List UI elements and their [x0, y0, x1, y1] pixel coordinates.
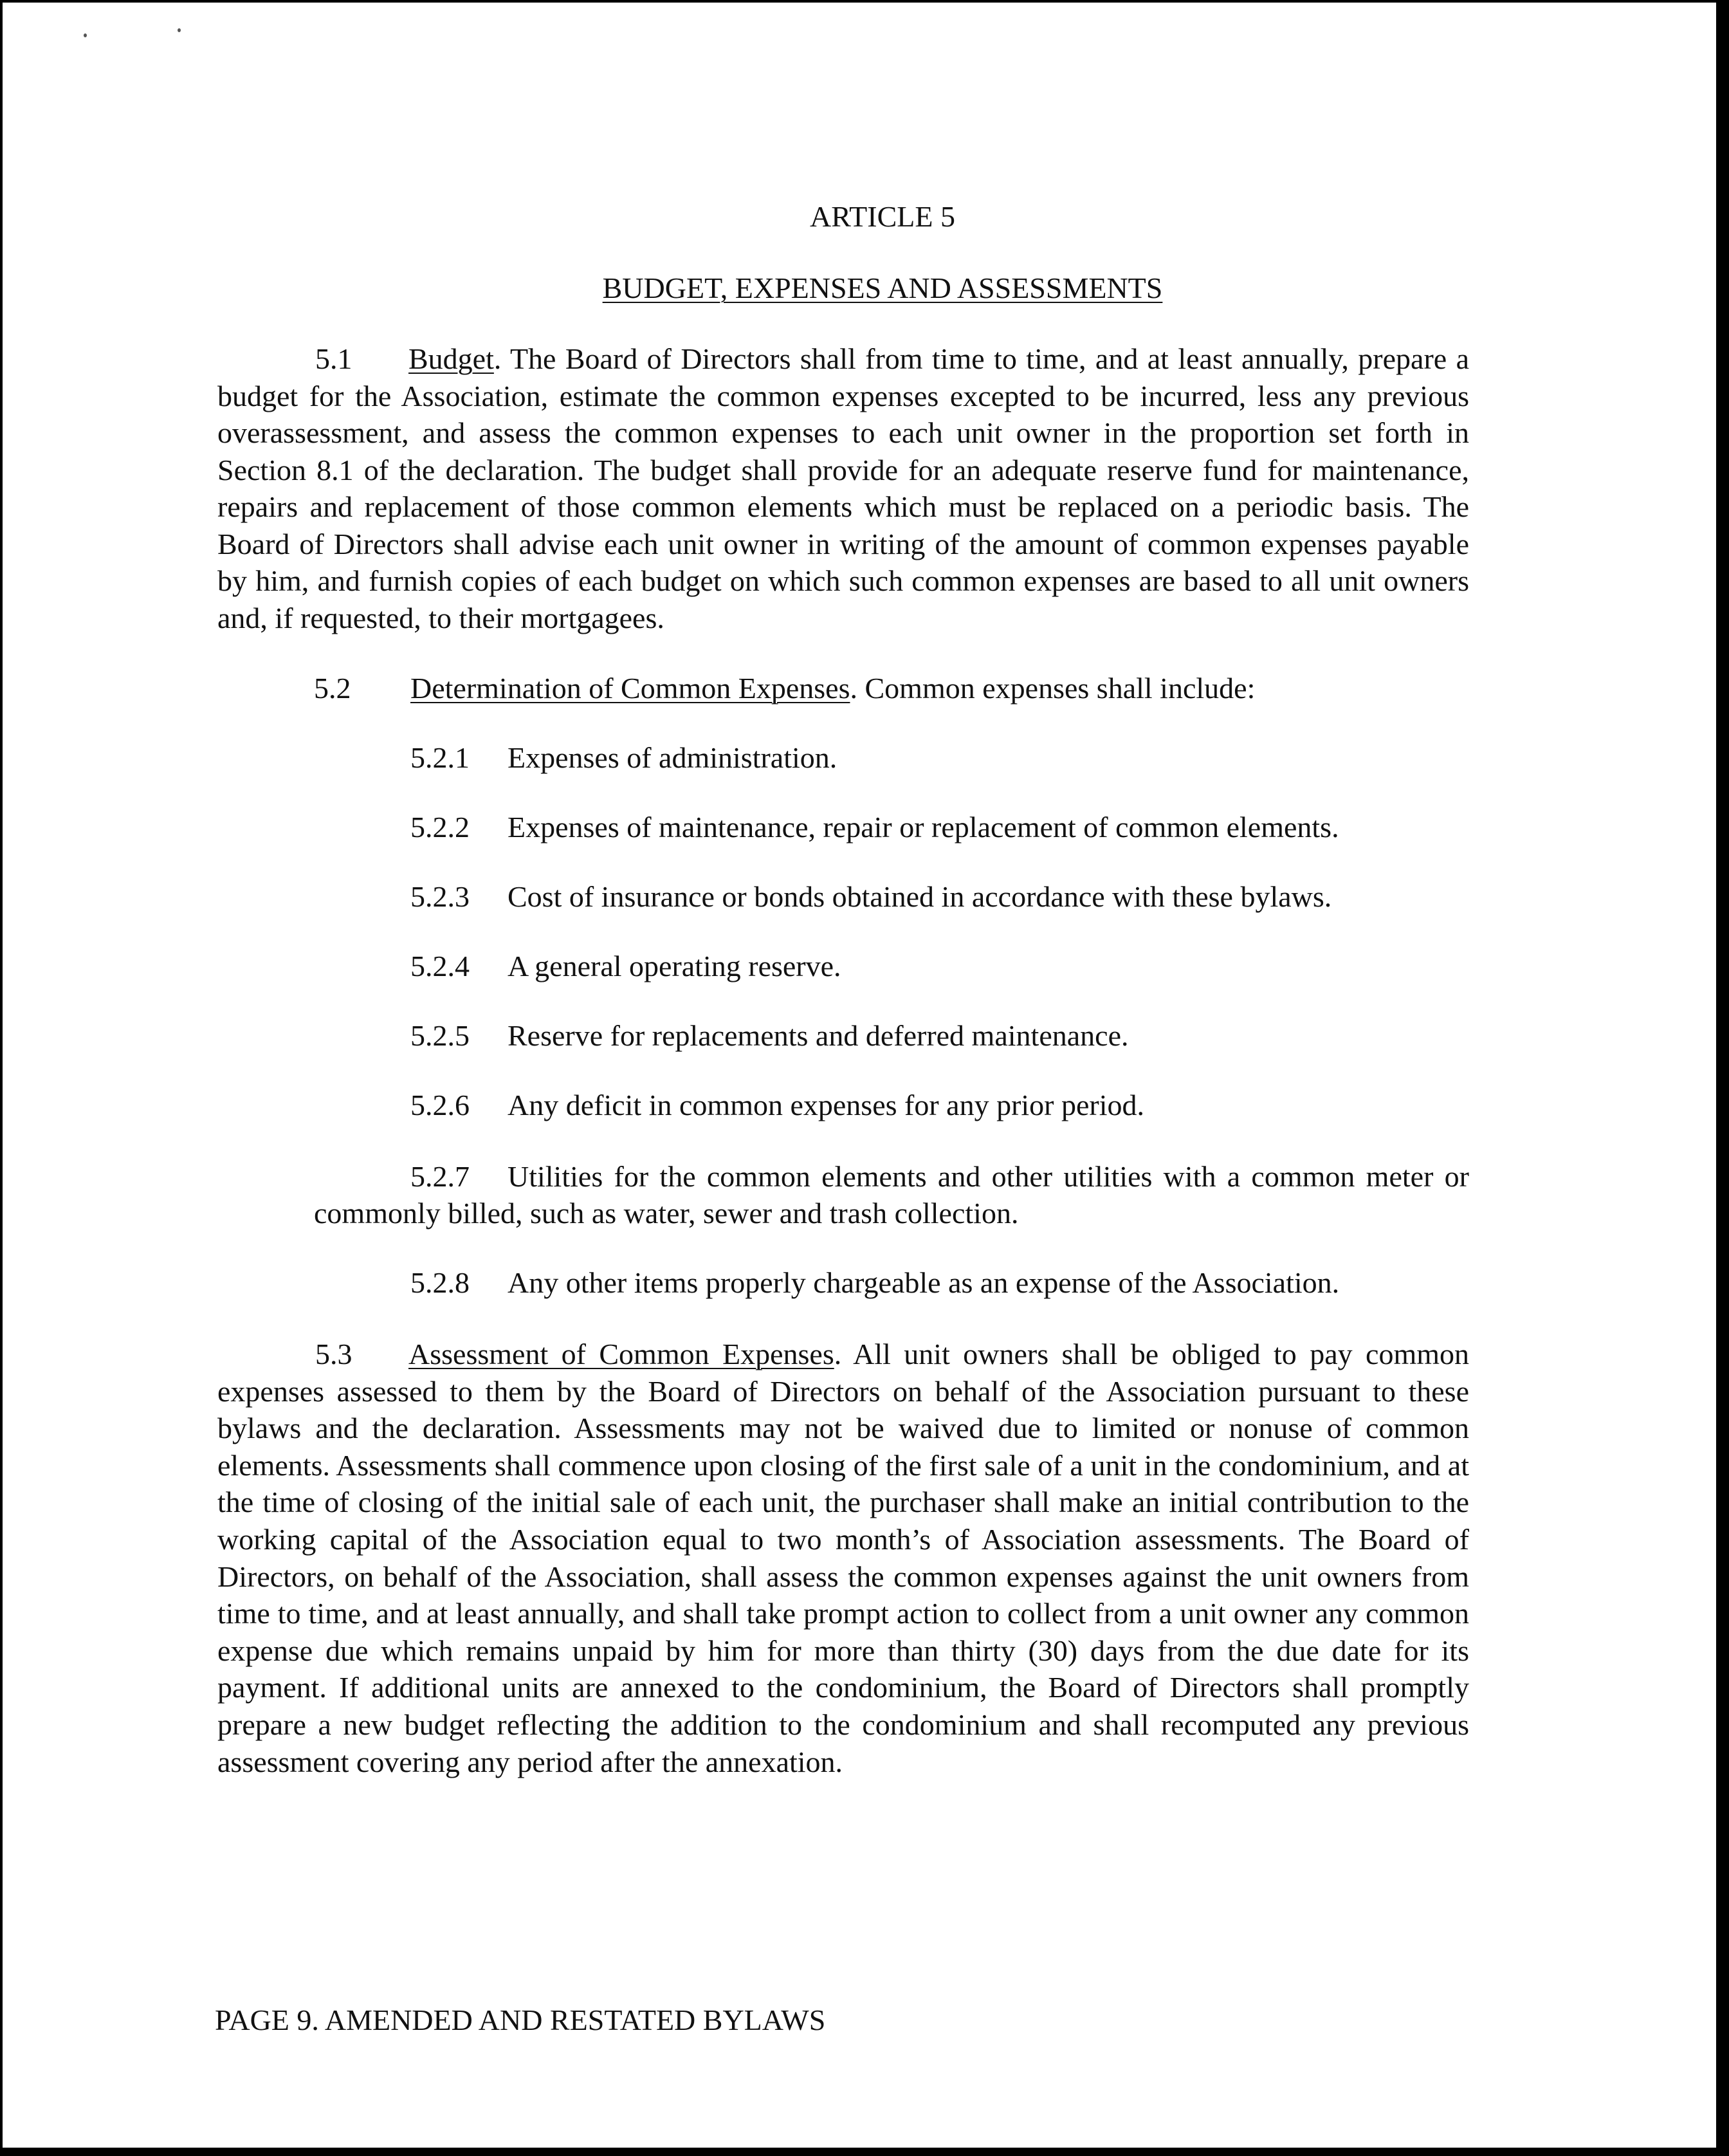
- list-item-number: 5.2.1: [410, 741, 470, 774]
- article-heading: [3, 270, 1716, 306]
- list-item-5-2-4: [410, 948, 841, 984]
- scan-speck: [84, 33, 87, 37]
- page-footer: PAGE 9. AMENDED AND RESTATED BYLAWS: [215, 2004, 826, 2036]
- article-heading-text: BUDGET, EXPENSES AND ASSESSMENTS: [602, 272, 1163, 304]
- scan-speck: [178, 28, 181, 32]
- section-5-1-title: Budget: [408, 342, 494, 375]
- list-item-number: 5.2.3: [410, 880, 470, 913]
- list-item-text: Cost of insurance or bonds obtained in accordance with these bylaws.: [508, 880, 1332, 913]
- list-item-number: 5.2.7: [410, 1160, 470, 1193]
- list-item-number: 5.2.2: [410, 811, 470, 843]
- list-item-text: A general operating reserve.: [508, 950, 841, 982]
- list-item-number: 5.2.5: [410, 1019, 470, 1052]
- list-item-5-2-1: [410, 740, 837, 776]
- list-item-5-2-3: [410, 879, 1331, 915]
- list-item-number: 5.2.4: [410, 950, 470, 982]
- list-item-5-2-5: [410, 1018, 1128, 1054]
- list-item-text: Utilities for the common elements and other utilities with a common meter or commonly billed, such as water, sewer and trash collection.: [314, 1160, 1469, 1230]
- section-5-3-text: . All unit owners shall be obliged to pay common expenses assessed to them by the Board of Directors on behalf of the Association pursuant to these bylaws and the declaration. Assessments may not be waived due to limited or nonuse of common elements. Assessments shall commence upon closing of the first sale of a unit in the condominium, and at the time of closing of the initial sale of each unit, the purchaser shall make an initial contribution to the working capital of the Association equal to two month’s of Association assessments. The Board of Directors, on behalf of the Association, shall assess the common expenses against the unit owners from time to time, and at least annually, and shall take prompt action to collect from a unit owner any common expense due which remains unpaid by him for more than thirty (30) days from the due date for its payment. If additional units are annexed to the condominium, the Board of Directors shall promptly prepare a new budget reflecting the addition to the condominium and shall recomputed any previous assessment covering any period after the annexation.: [217, 1338, 1469, 1778]
- list-item-5-2-8: [410, 1265, 1339, 1301]
- list-item-text: Any deficit in common expenses for any prior period.: [508, 1089, 1145, 1121]
- list-item-text: Expenses of maintenance, repair or replacement of common elements.: [508, 811, 1339, 843]
- section-5-2-title: Determination of Common Expenses: [410, 672, 850, 705]
- list-item-5-2-2: [410, 809, 1339, 845]
- section-5-1: [217, 340, 1469, 636]
- list-item-text: Expenses of administration.: [508, 741, 837, 774]
- list-item-number: 5.2.6: [410, 1089, 470, 1121]
- section-5-2-text: . Common expenses shall include:: [850, 672, 1256, 705]
- list-item-text: Any other items properly chargeable as an expense of the Association.: [508, 1266, 1340, 1299]
- list-item-text: Reserve for replacements and deferred maintenance.: [508, 1019, 1129, 1052]
- article-title: ARTICLE 5: [810, 200, 955, 233]
- section-5-3: [217, 1336, 1469, 1780]
- section-5-2-number: 5.2: [314, 672, 351, 705]
- list-item-5-2-7: [314, 1158, 1469, 1231]
- document-page: [3, 3, 1716, 2148]
- list-item-number: 5.2.8: [410, 1266, 470, 1299]
- section-5-2: [314, 670, 1255, 706]
- section-5-3-title: Assessment of Common Expenses: [408, 1338, 834, 1370]
- section-5-3-number: 5.3: [315, 1338, 352, 1370]
- section-5-1-text: . The Board of Directors shall from time to time, and at least annually, prepare a budget for the Association, estimate the common expenses excepted to be incurred, less any previous overassessment, and assess the common expenses to each unit owner in the proportion set forth in Section 8.1 of the declaration. The budget shall provide for an adequate reserve fund for maintenance, repairs and replacement of those common elements which must be replaced on a periodic basis. The Board of Directors shall advise each unit owner in writing of the amount of common expenses payable by him, and furnish copies of each budget on which such common expenses are based to all unit owners and, if requested, to their mortgagees.: [217, 342, 1469, 634]
- section-5-1-number: 5.1: [315, 342, 352, 375]
- list-item-5-2-6: [410, 1087, 1144, 1123]
